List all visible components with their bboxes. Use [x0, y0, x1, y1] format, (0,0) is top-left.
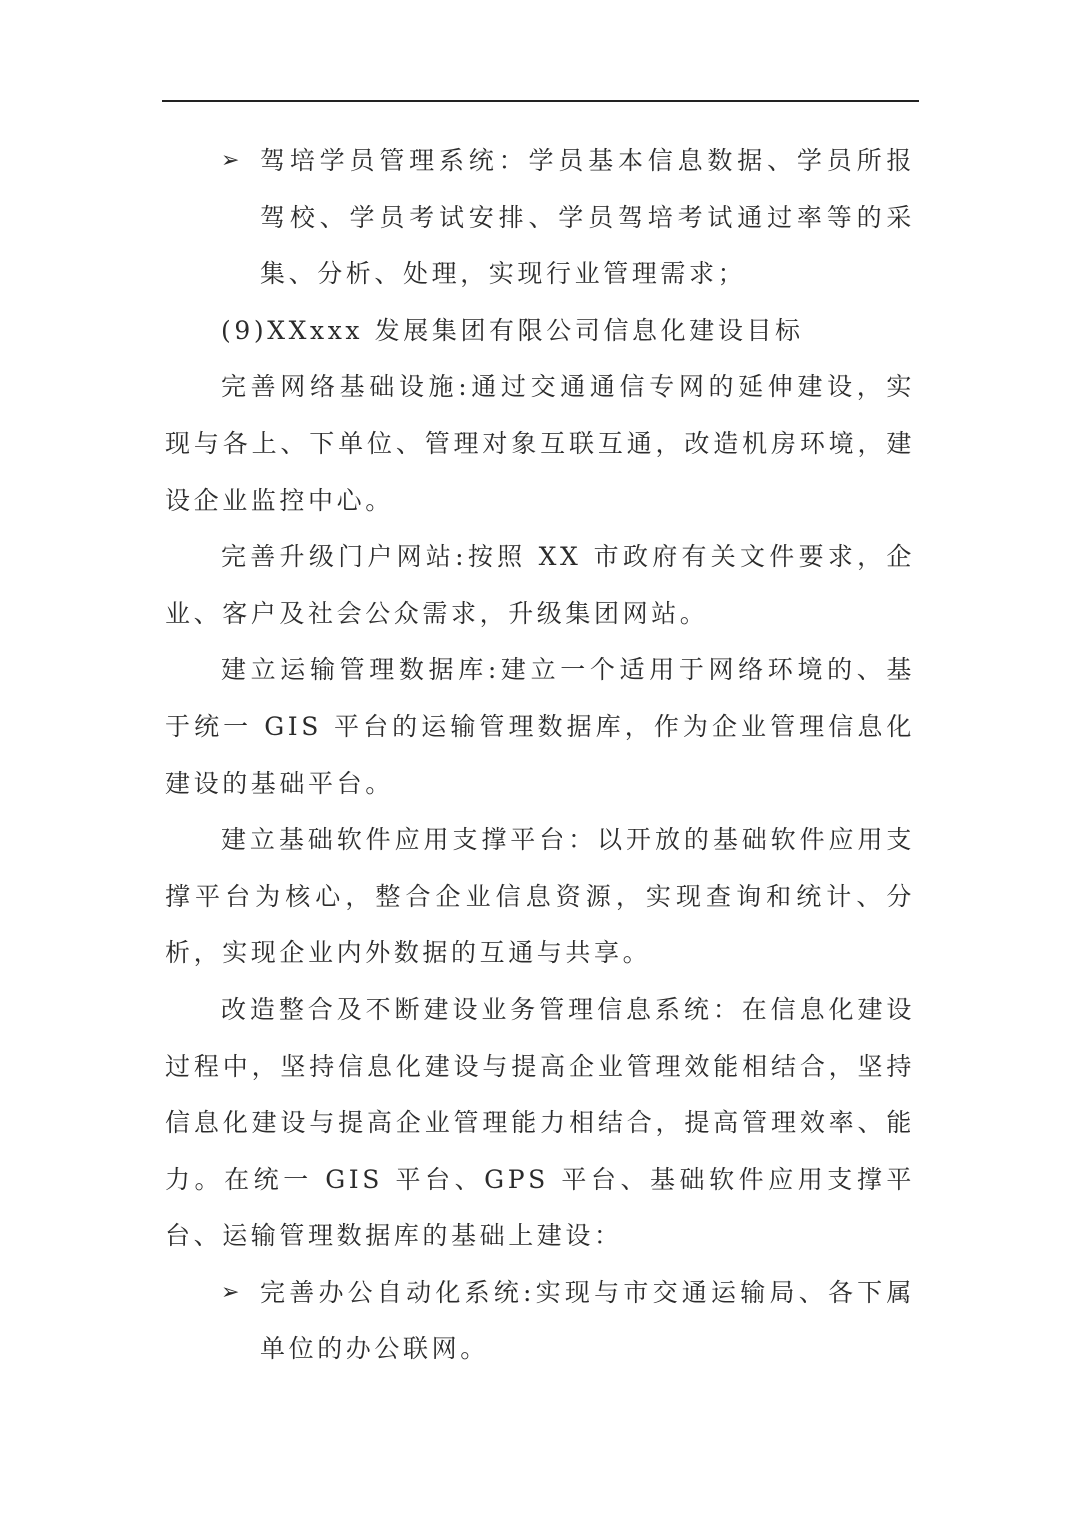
- paragraph-transport-database: 建立运输管理数据库:建立一个适用于网络环境的、基于统一 GIS 平台的运输管理数据库，作为企业管理信息化建设的基础平台。: [165, 655, 915, 798]
- document-body: [165, 133, 915, 1378]
- paragraph-portal-website: 完善升级门户网站:按照 XX 市政府有关文件要求，企业、客户及社会公众需求，升级集团网站。: [165, 542, 915, 628]
- arrow-bullet-icon: ➢: [221, 148, 240, 173]
- paragraph-support-platform: 建立基础软件应用支撑平台：以开放的基础软件应用支撑平台为核心，整合企业信息资源，实现查询和统计、分析，实现企业内外数据的互通与共享。: [165, 825, 915, 968]
- bullet-text: 驾培学员管理系统：学员基本信息数据、学员所报驾校、学员考试安排、学员驾培考试通过率等的采集、分析、处理，实现行业管理需求；: [260, 146, 915, 289]
- paragraph-business-systems: 改造整合及不断建设业务管理信息系统：在信息化建设过程中，坚持信息化建设与提高企业管理效能相结合，坚持信息化建设与提高企业管理能力相结合，提高管理效率、能力。在统一 GIS 平台、GPS 平台、基础软件应用支撑平台、运输管理数据库的基础上建设：: [165, 994, 915, 1251]
- bullet-text: 完善办公自动化系统:实现与市交通运输局、各下属单位的办公联网。: [260, 1277, 915, 1364]
- header-rule: [162, 100, 919, 102]
- paragraph-network-infrastructure: 完善网络基础设施:通过交通通信专网的延伸建设，实现与各上、下单位、管理对象互联互通，改造机房环境，建设企业监控中心。: [165, 372, 915, 515]
- bullet-item-student-management: [165, 133, 915, 303]
- section-heading: (9)XXxxx 发展集团有限公司信息化建设目标: [221, 315, 804, 345]
- arrow-bullet-icon: ➢: [221, 1279, 240, 1305]
- bullet-item-office-automation: [165, 1265, 915, 1378]
